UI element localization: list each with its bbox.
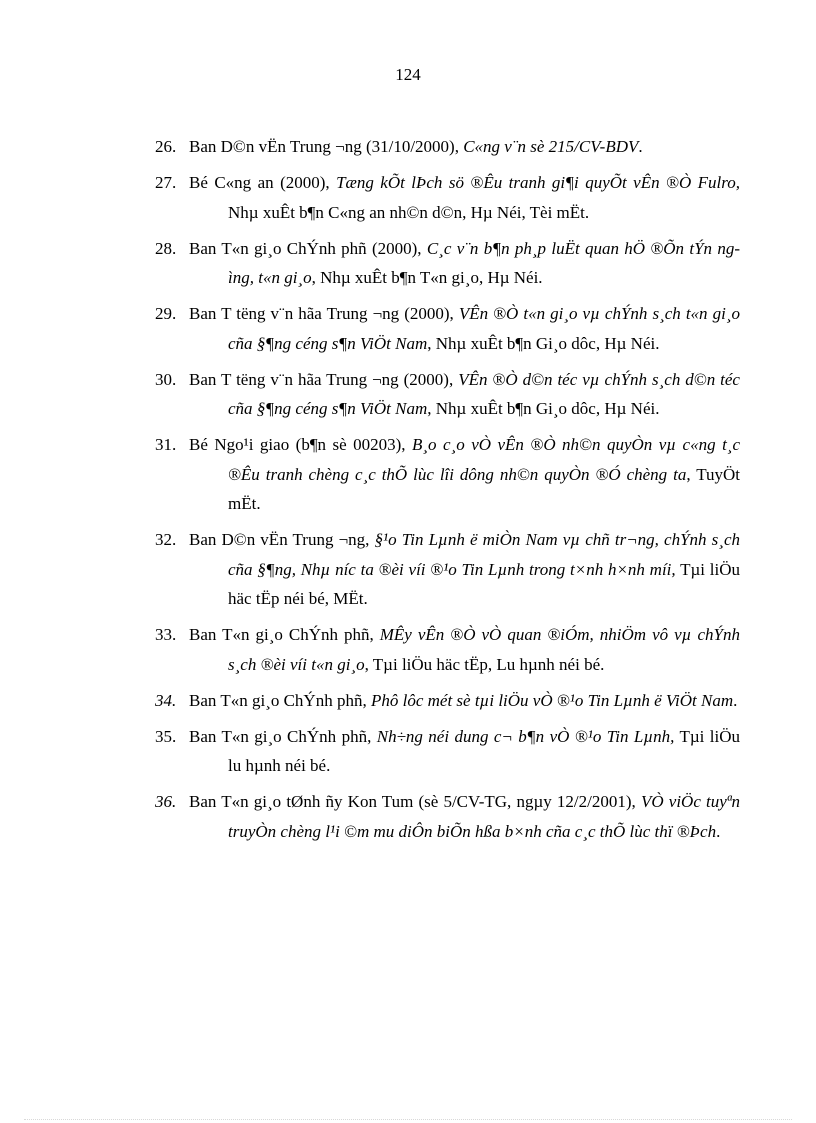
reference-number: 33. <box>155 625 177 644</box>
reference-number: 28. <box>155 238 177 258</box>
reference-author: Ban T«n gi¸o ChÝnh phñ (2000), <box>189 238 427 258</box>
reference-number: 30. <box>155 369 177 389</box>
reference-author: Ban T tëng v¨n hãa Trung ¬ng (2000), <box>189 304 459 323</box>
reference-number: 35. <box>155 726 177 746</box>
reference-title: VÊn ®Ò t«n gi¸o vµ chÝnh s¸ch t«n gi¸o cña §¶ng céng s¶n ViÖt Nam <box>228 304 740 353</box>
page-number: 124 <box>395 65 421 84</box>
reference-number: 26. <box>155 137 177 156</box>
reference-title: VÊn ®Ò d©n téc vµ chÝnh s¸ch d©n téc cña §¶ng céng s¶n ViÖt Nam <box>228 369 740 418</box>
reference-title: §¹o Tin Lµnh ë miÒn Nam vµ chñ tr¬ng, chÝnh s¸ch cña §¶ng, Nhµ níc ta ®èi víi ®¹o Tin Lµnh trong t×nh h×nh míi, <box>228 530 740 579</box>
reference-author: Ban T«n gi¸o ChÝnh phñ, <box>189 726 377 746</box>
reference-author: Bé Ngo¹i giao (b¶n sè 00203), <box>189 435 413 454</box>
reference-item <box>155 299 740 358</box>
reference-item <box>155 722 740 781</box>
reference-publisher: , Nhµ xuÊt b¶n Gi¸o dôc, Hµ Néi. <box>427 333 660 353</box>
reference-author: Ban T«n gi¸o ChÝnh phñ, <box>189 690 371 710</box>
reference-title: Tæng kÕt lÞch sö ®Êu tranh gi¶i quyÕt vÊn ®Ò Fulro, <box>336 173 741 192</box>
reference-publisher: , Nhµ xuÊt b¶n T«n gi¸o, Hµ Néi. <box>311 268 543 287</box>
reference-publisher: Tµi liÖu lu hµnh néi bé. <box>228 726 740 775</box>
reference-publisher: Tµi liÖu häc tËp néi bé, MËt. <box>228 559 740 608</box>
reference-item <box>155 234 740 293</box>
reference-number: 34. <box>155 690 177 710</box>
reference-number: 27. <box>155 173 177 192</box>
reference-item <box>155 430 740 519</box>
reference-publisher: . <box>716 821 721 841</box>
reference-number: 29. <box>155 304 177 323</box>
reference-author: Ban T tëng v¨n hãa Trung ¬ng (2000), <box>189 369 459 389</box>
reference-author: Bé C«ng an (2000), <box>189 173 337 192</box>
reference-title: Nh÷ng néi dung c¬ b¶n vÒ ®¹o Tin Lµnh, <box>376 726 675 746</box>
reference-item <box>155 168 740 227</box>
reference-item <box>155 132 740 162</box>
reference-title: MÊy vÊn ®Ò vÒ quan ®iÓm, nhiÖm vô vµ chÝnh s¸ch ®èi víi t«n gi¸o <box>228 625 740 674</box>
reference-title: C¸c v¨n b¶n ph¸p luËt quan hÖ ®Õn tÝn ngìng, t«n gi¸o <box>228 238 740 287</box>
reference-author: Ban T«n gi¸o ChÝnh phñ, <box>189 625 380 644</box>
reference-item <box>155 686 740 716</box>
reference-title: C«ng v¨n sè 215/CV-BDV <box>463 137 639 156</box>
reference-author: Ban D©n vËn Trung ¬ng, <box>189 530 375 549</box>
reference-publisher: , TuyÖt mËt. <box>228 464 741 513</box>
reference-publisher: . <box>638 137 643 156</box>
reference-author: Ban T«n gi¸o tØnh ñy Kon Tum (sè 5/CV-TG, ngµy 12/2/2001), <box>189 792 641 811</box>
reference-number: 32. <box>155 530 177 549</box>
reference-title: VÒ viÖc tuyªn truyÒn chèng l¹i ©m mu diÔn biÕn hßa b×nh cña c¸c thÕ lùc thï ®Þch <box>228 792 740 841</box>
reference-item <box>155 620 740 679</box>
reference-number: 36. <box>155 792 177 811</box>
page-bottom-divider <box>24 1119 792 1120</box>
reference-publisher: Nhµ xuÊt b¶n C«ng an nh©n d©n, Hµ Néi, Tèi mËt. <box>228 202 590 222</box>
reference-title: Phô lôc mét sè tµi liÖu vÒ ®¹o Tin Lµnh ë ViÖt Nam <box>370 690 734 710</box>
reference-item <box>155 787 740 846</box>
reference-number: 31. <box>155 435 177 454</box>
reference-list <box>155 132 740 853</box>
reference-publisher: , Tµi liÖu häc tËp, Lu hµnh néi bé. <box>364 654 605 674</box>
reference-item <box>155 525 740 614</box>
reference-title: B¸o c¸o vÒ vÊn ®Ò nh©n quyÒn vµ c«ng t¸c ®Êu tranh chèng c¸c thÕ lùc lîi dông nh©n quyÒn ®Ó chèng ta <box>228 435 740 484</box>
reference-item <box>155 365 740 424</box>
reference-publisher: , Nhµ xuÊt b¶n Gi¸o dôc, Hµ Néi. <box>427 399 660 418</box>
reference-author: Ban D©n vËn Trung ¬ng (31/10/2000), <box>189 137 464 156</box>
reference-publisher: . <box>733 690 738 710</box>
